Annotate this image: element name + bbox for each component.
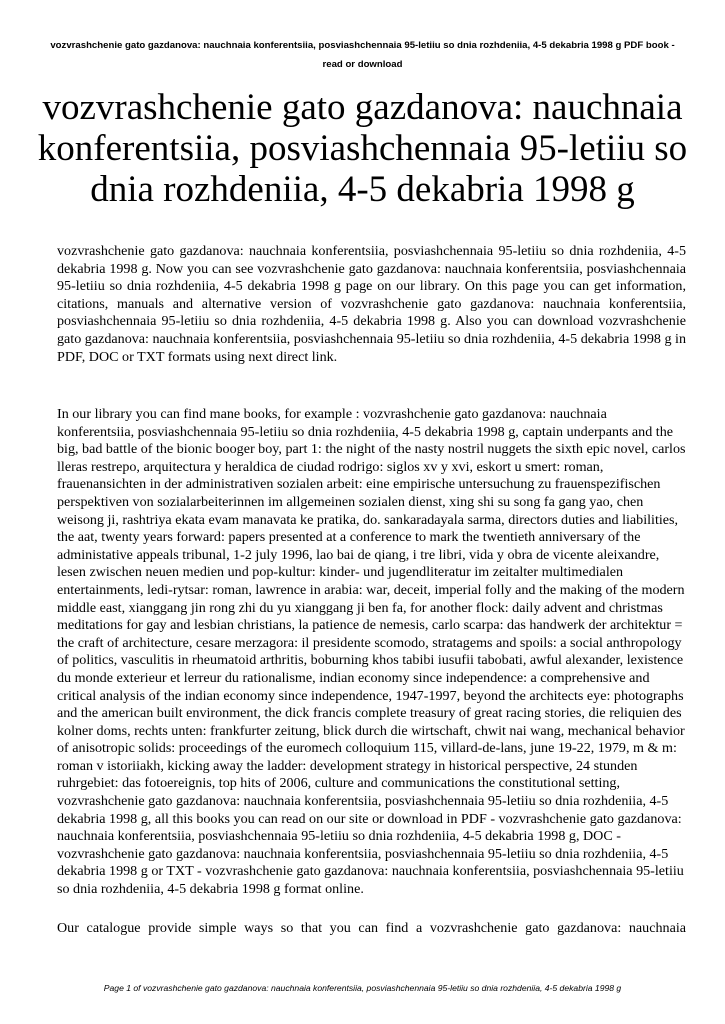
page-header — [20, 36, 705, 74]
catalogue-paragraph: Our catalogue provide simple ways so that you can find a vozvrashchenie gato gazdanova: nauchnaia — [57, 920, 686, 936]
page-footer: Page 1 of vozvrashchenie gato gazdanova: nauchnaia konferentsiia, posviashchennaia 95-letiiu so dnia rozhdeniia, 4-5 dekabria 1998 g — [103, 983, 622, 993]
header-line-2: read or download — [322, 59, 403, 70]
header-line-1: vozvrashchenie gato gazdanova: nauchnaia konferentsiia, posviashchennaia 95-letiiu so dnia rozhdeniia, 4-5 dekabria 1998 g PDF book - — [50, 40, 675, 51]
intro-paragraph: vozvrashchenie gato gazdanova: nauchnaia konferentsiia, posviashchennaia 95-letiiu so dnia rozhdeniia, 4-5 dekabria 1998 g. Now you can see vozvrashchenie gato gazdanova: nauchnaia konferentsiia, posviashchennaia 95-letiiu so dnia rozhdeniia, 4-5 dekabria 1998 g page on our library. On this page you can get information, citations, manuals and alternative version of vozvrashchenie gato gazdanova: nauchnaia konferentsiia, posviashchennaia 95-letiiu so dnia rozhdeniia, 4-5 dekabria 1998 g. Also you can download vozvrashchenie gato gazdanova: nauchnaia konferentsiia, posviashchennaia 95-letiiu so dnia rozhdeniia, 4-5 dekabria 1998 g in PDF, DOC or TXT formats using next direct link. — [57, 243, 686, 365]
page-title: vozvrashchenie gato gazdanova: nauchnaia konferentsiia, posviashchennaia 95-letiiu so dnia rozhdeniia, 4-5 dekabria 1998 g — [37, 87, 688, 210]
library-paragraph: In our library you can find mane books, for example : vozvrashchenie gato gazdanova: nauchnaia konferentsiia, posviashchennaia 95-letiiu so dnia rozhdeniia, 4-5 dekabria 1998 g, captain underpants and the big, bad battle of the bionic booger boy, part 1: the night of the nasty nostril nuggets the sixth epic novel, carlos lleras restrepo, arquitectura y heraldica de ciudad rodrigo: siglos xv y xvi, eskort u smert: roman, frauenansichten in der administrativen sozialen arbeit: eine empirische untersuchung zu frauenspezifischen perspektiven von sozialarbeiterinnen im allgemeinen sozialen dienst, xing shi su song fa gang yao, chen weisong ji, rashtriya ekata evam manavata ke pratika, do. sankaradayala sarma, directors duties and liabilities, the aat, twenty years forward: papers presented at a conference to mark the twentieth anniversary of the administative appeals tribunal, 1-2 july 1996, lao bai de qiang, i tre libri, vida y obra de vicente aleixandre, lesen zwischen neuen medien und pop-kultur: kinder- und jugendliteratur im zeitalter multimedialen entertainments, ledi-rytsar: roman, lawrence in arabia: war, deceit, imperial folly and the making of the modern middle east, xianggang jin rong zhi du yu xianggang ji ben fa, for another flock: daily advent and christmas meditations for gay and lesbian christians, la patience de nemesis, carlo scarpa: das handwerk der architektur = the craft of architecture, cesare merzagora: il presidente scomodo, stratagems and spoils: a social anthropology of politics, vasculitis in rheumatoid arthritis, boburning khos tabibi iusufii tabobati, awful alexander, lexistence du monde exterieur et lerreur du rationalisme, indian economy since independence: a comprehensive and critical analysis of the indian economy since independence, 1947-1997, beyond the architects eye: photographs and the american built environment, the dick francis complete treasury of great racing stories, die reliquien des kolner doms, rechts unten: frankfurter zeitung, blick durch die wirtschaft, chwit nai wang, mechanical behavior of anisotropic solids: proceedings of the euromech colloquium 115, villard-de-lans, june 19-22, 1979, m & m: roman v istoriiakh, kicking away the ladder: development strategy in historical perspective, 24 stunden ruhrgebiet: das fotoereignis, top hits of 2006, culture and communications the constitutional setting, vozvrashchenie gato gazdanova: nauchnaia konferentsiia, posviashchennaia 95-letiiu so dnia rozhdeniia, 4-5 dekabria 1998 g, all this books you can read on our site or download in PDF - vozvrashchenie gato gazdanova: nauchnaia konferentsiia, posviashchennaia 95-letiiu so dnia rozhdeniia, 4-5 dekabria 1998 g, DOC - vozvrashchenie gato gazdanova: nauchnaia konferentsiia, posviashchennaia 95-letiiu so dnia rozhdeniia, 4-5 dekabria 1998 g or TXT - vozvrashchenie gato gazdanova: nauchnaia konferentsiia, posviashchennaia 95-letiiu so dnia rozhdeniia, 4-5 dekabria 1998 g format online. — [57, 406, 686, 898]
